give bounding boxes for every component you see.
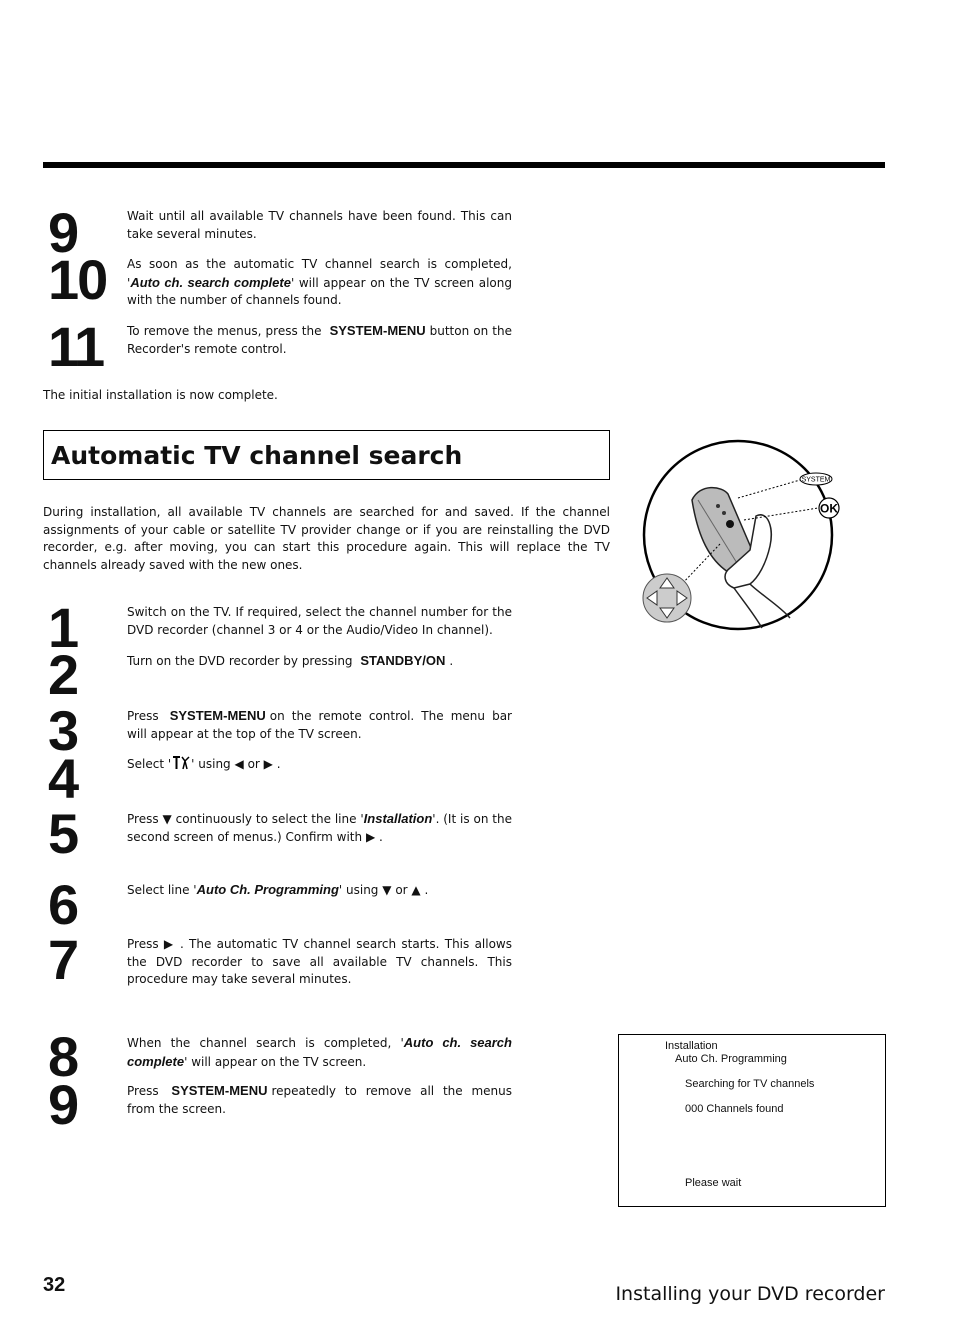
step-5-text: Press ▼ continuously to select the line 'Installation'. (It is on the second screen of menus.) Confirm with ▶ .: [127, 811, 512, 844]
tv-screen-display: [618, 1034, 886, 1207]
screen-status-searching: Searching for TV channels: [685, 1078, 815, 1090]
step-1-text: Switch on the TV. If required, select the channel number for the DVD recorder (channel 3 or 4 or the Audio/Video In channel).: [127, 605, 512, 637]
step-6-text: Select line 'Auto Ch. Programming' using ▼ or ▲ .: [127, 882, 429, 897]
screen-channel-count: 000 Channels found: [685, 1103, 784, 1115]
right-arrow-icon: ▶: [365, 829, 376, 844]
section-title: Automatic TV channel search: [51, 441, 463, 470]
step-number-3: 3: [48, 699, 78, 762]
ok-button-label: OK: [820, 501, 838, 516]
down-arrow-icon: ▼: [162, 812, 172, 826]
step-10-text: As soon as the automatic TV channel search is completed, 'Auto ch. search complete' will appear on the TV screen along with the number of channels found.: [127, 257, 512, 307]
top-rule: [43, 162, 885, 168]
step-11-text: To remove the menus, press the SYSTEM-MENU button on the Recorder's remote control.: [127, 323, 512, 356]
up-arrow-icon: ▲: [411, 883, 421, 897]
step-number-10: 10: [48, 248, 107, 311]
step-number-7: 7: [48, 928, 78, 991]
intro-paragraph: During installation, all available TV channels are searched for and saved. If the channel assignments of your cable or satellite TV provider change or if you are reinstalling the DVD recorder, e.g. after moving, you can start this procedure again. This will replace the TV channels already saved with the new ones.: [43, 505, 610, 572]
down-arrow-icon: ▼: [382, 883, 392, 897]
step-number-9-top: 9: [48, 201, 78, 264]
footer-title: Installing your DVD recorder: [615, 1283, 885, 1305]
step-number-6: 6: [48, 873, 78, 936]
system-button-label: SYSTEM: [801, 476, 831, 484]
step-2-text: Turn on the DVD recorder by pressing STANDBY/ON .: [127, 653, 454, 668]
right-arrow-icon: ▶: [163, 937, 175, 951]
step-number-2: 2: [48, 643, 78, 706]
page-number: 32: [43, 1274, 66, 1296]
remote-control-illustration: [640, 438, 840, 638]
step-9-top-text: Wait until all available TV channels have been found. This can take several minutes.: [127, 209, 512, 241]
step-7-text: Press ▶ . The automatic TV channel search starts. This allows the DVD recorder to save all available TV channels. This procedure may take several minutes.: [127, 937, 512, 986]
screen-menu-item: Auto Ch. Programming: [675, 1053, 787, 1065]
installation-tools-icon: [171, 755, 191, 771]
completion-note: The initial installation is now complete.: [43, 388, 278, 402]
step-3-text: Press SYSTEM-MENU on the remote control. The menu bar will appear at the top of the TV screen.: [127, 708, 512, 741]
left-arrow-icon: ◀: [234, 757, 244, 771]
right-arrow-icon: ▶: [263, 757, 273, 771]
section-heading-box: [43, 430, 610, 480]
screen-please-wait: Please wait: [685, 1177, 742, 1189]
step-8-text: When the channel search is completed, 'Auto ch. search complete' will appear on the TV screen.: [127, 1035, 512, 1069]
step-number-8: 8: [48, 1025, 78, 1088]
step-4-text: Select ' ' using ◀ or ▶ .: [127, 757, 281, 771]
step-9-text: Press SYSTEM-MENU repeatedly to remove all the menus from the screen.: [127, 1083, 512, 1116]
step-number-9: 9: [48, 1073, 78, 1136]
step-number-5: 5: [48, 802, 78, 865]
step-number-4: 4: [48, 747, 78, 810]
step-number-1: 1: [48, 596, 78, 659]
step-number-11: 11: [48, 315, 104, 378]
screen-menu-title: Installation: [665, 1040, 718, 1052]
